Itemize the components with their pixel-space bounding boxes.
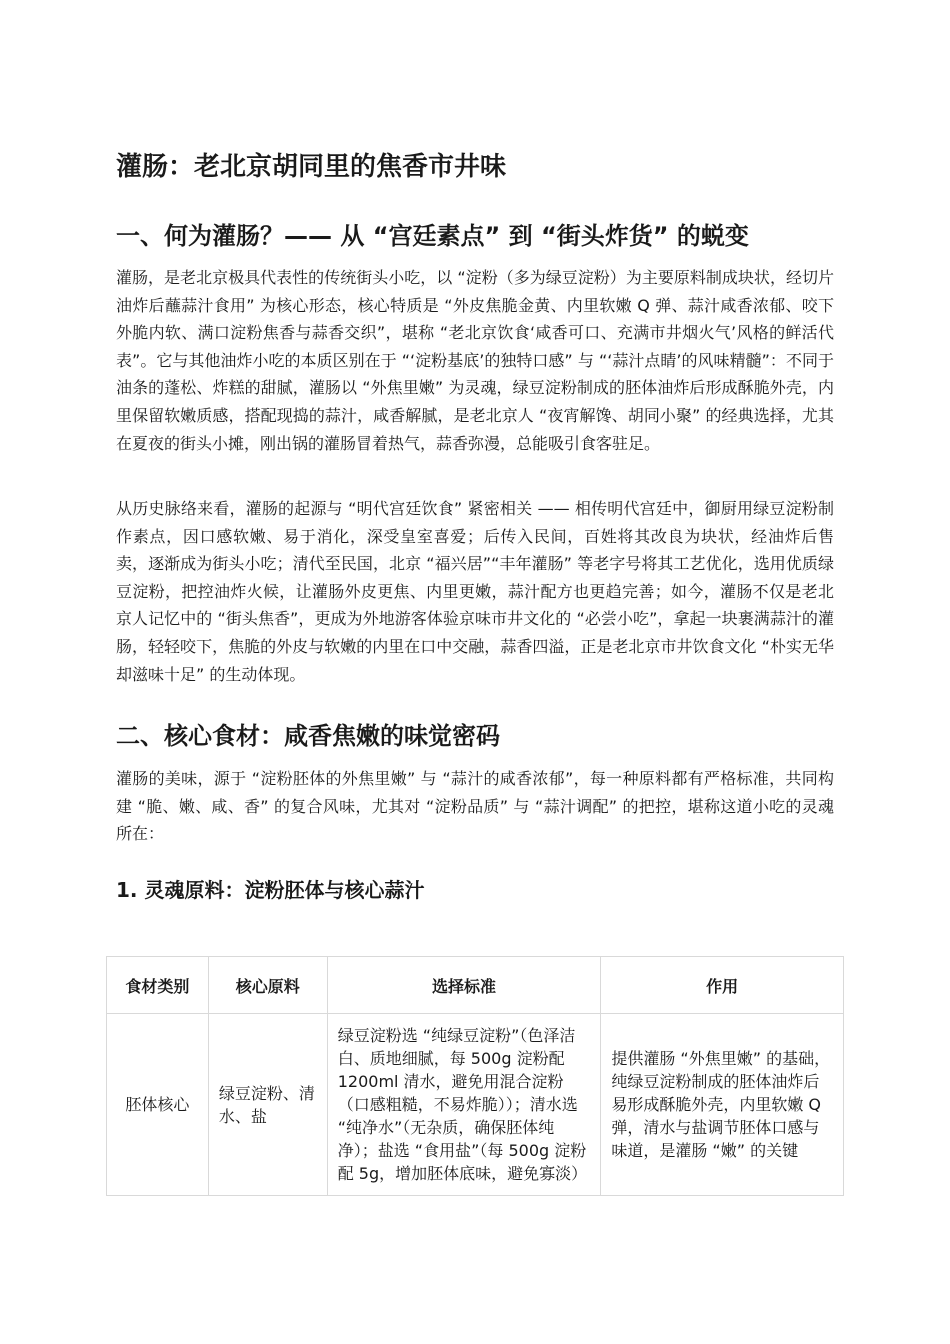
table-cell-standard: 绿豆淀粉选 “纯绿豆淀粉”（色泽洁白、质地细腻，每 500g 淀粉配 1200ml 清水，避免用混合淀粉（口感粗糙，不易炸脆））；清水选 “纯净水”（无杂质，确保胚体纯净）；盐选 “食用盐”（每 500g 淀粉配 5g，增加胚体底味，避免寡淡）	[327, 1014, 601, 1196]
section-1-heading: 一、何为灌肠？—— 从 “宫廷素点” 到 “街头炸货” 的蜕变	[116, 222, 749, 250]
table-header-cell: 核心原料	[208, 957, 327, 1014]
section-1-paragraph-1: 灌肠，是老北京极具代表性的传统街头小吃，以 “淀粉（多为绿豆淀粉）为主要原料制成块状，经切片油炸后蘸蒜汁食用” 为核心形态，核心特质是 “外皮焦脆金黄、内里软嫩 Q 弹、蒜汁咸香浓郁、咬下外脆内软、满口淀粉焦香与蒜香交织”，堪称 “老北京饮食‘咸香可口、充满市井烟火气’风格的鲜活代表”。它与其他油炸小吃的本质区别在于 “‘淀粉基底’的独特口感” 与 “‘蒜汁点睛’的风味精髓”：不同于油条的蓬松、炸糕的甜腻，灌肠以 “外焦里嫩” 为灵魂，绿豆淀粉制成的胚体油炸后形成酥脆外壳，内里保留软嫩质感，搭配现捣的蒜汁，咸香解腻，是老北京人 “夜宵解馋、胡同小聚” 的经典选择，尤其在夏夜的街头小摊，刚出锅的灌肠冒着热气，蒜香弥漫，总能吸引食客驻足。	[116, 268, 834, 453]
table-cell-category: 胚体核心	[107, 1014, 209, 1196]
table-header-cell: 选择标准	[327, 957, 601, 1014]
table-header-row	[107, 957, 844, 1014]
table-row	[107, 1014, 844, 1196]
table-cell-effect: 提供灌肠 “外焦里嫩” 的基础，纯绿豆淀粉制成的胚体油炸后易形成酥脆外壳，内里软嫩 Q 弹，清水与盐调节胚体口感与味道，是灌肠 “嫩” 的关键	[601, 1014, 844, 1196]
section-1-paragraph-2: 从历史脉络来看，灌肠的起源与 “明代宫廷饮食” 紧密相关 —— 相传明代宫廷中，御厨用绿豆淀粉制作素点，因口感软嫩、易于消化，深受皇室喜爱；后传入民间，百姓将其改良为块状，经油炸后售卖，逐渐成为街头小吃；清代至民国，北京 “福兴居”“丰年灌肠” 等老字号将其工艺优化，选用优质绿豆淀粉，把控油炸火候，让灌肠外皮更焦、内里更嫩，蒜汁配方也更趋完善；如今，灌肠不仅是老北京人记忆中的 “街头焦香”，更成为外地游客体验京味市井文化的 “必尝小吃”，拿起一块裹满蒜汁的灌肠，轻轻咬下，焦脆的外皮与软嫩的内里在口中交融，蒜香四溢，正是老北京市井饮食文化 “朴实无华却滋味十足” 的生动体现。	[116, 499, 834, 684]
subsection-heading: 1. 灵魂原料：淀粉胚体与核心蒜汁	[116, 878, 425, 902]
table-cell-material: 绿豆淀粉、清水、盐	[208, 1014, 327, 1196]
table-header-cell: 作用	[601, 957, 844, 1014]
page-title: 灌肠：老北京胡同里的焦香市井味	[116, 152, 507, 182]
table-header-cell: 食材类别	[107, 957, 209, 1014]
section-2-paragraph-1: 灌肠的美味，源于 “淀粉胚体的外焦里嫩” 与 “蒜汁的咸香浓郁”，每一种原料都有严格标准，共同构建 “脆、嫩、咸、香” 的复合风味，尤其对 “淀粉品质” 与 “蒜汁调配” 的把控，堪称这道小吃的灵魂所在：	[116, 769, 834, 844]
section-2-heading: 二、核心食材：咸香焦嫩的味觉密码	[116, 722, 500, 750]
ingredient-table	[106, 956, 844, 1196]
